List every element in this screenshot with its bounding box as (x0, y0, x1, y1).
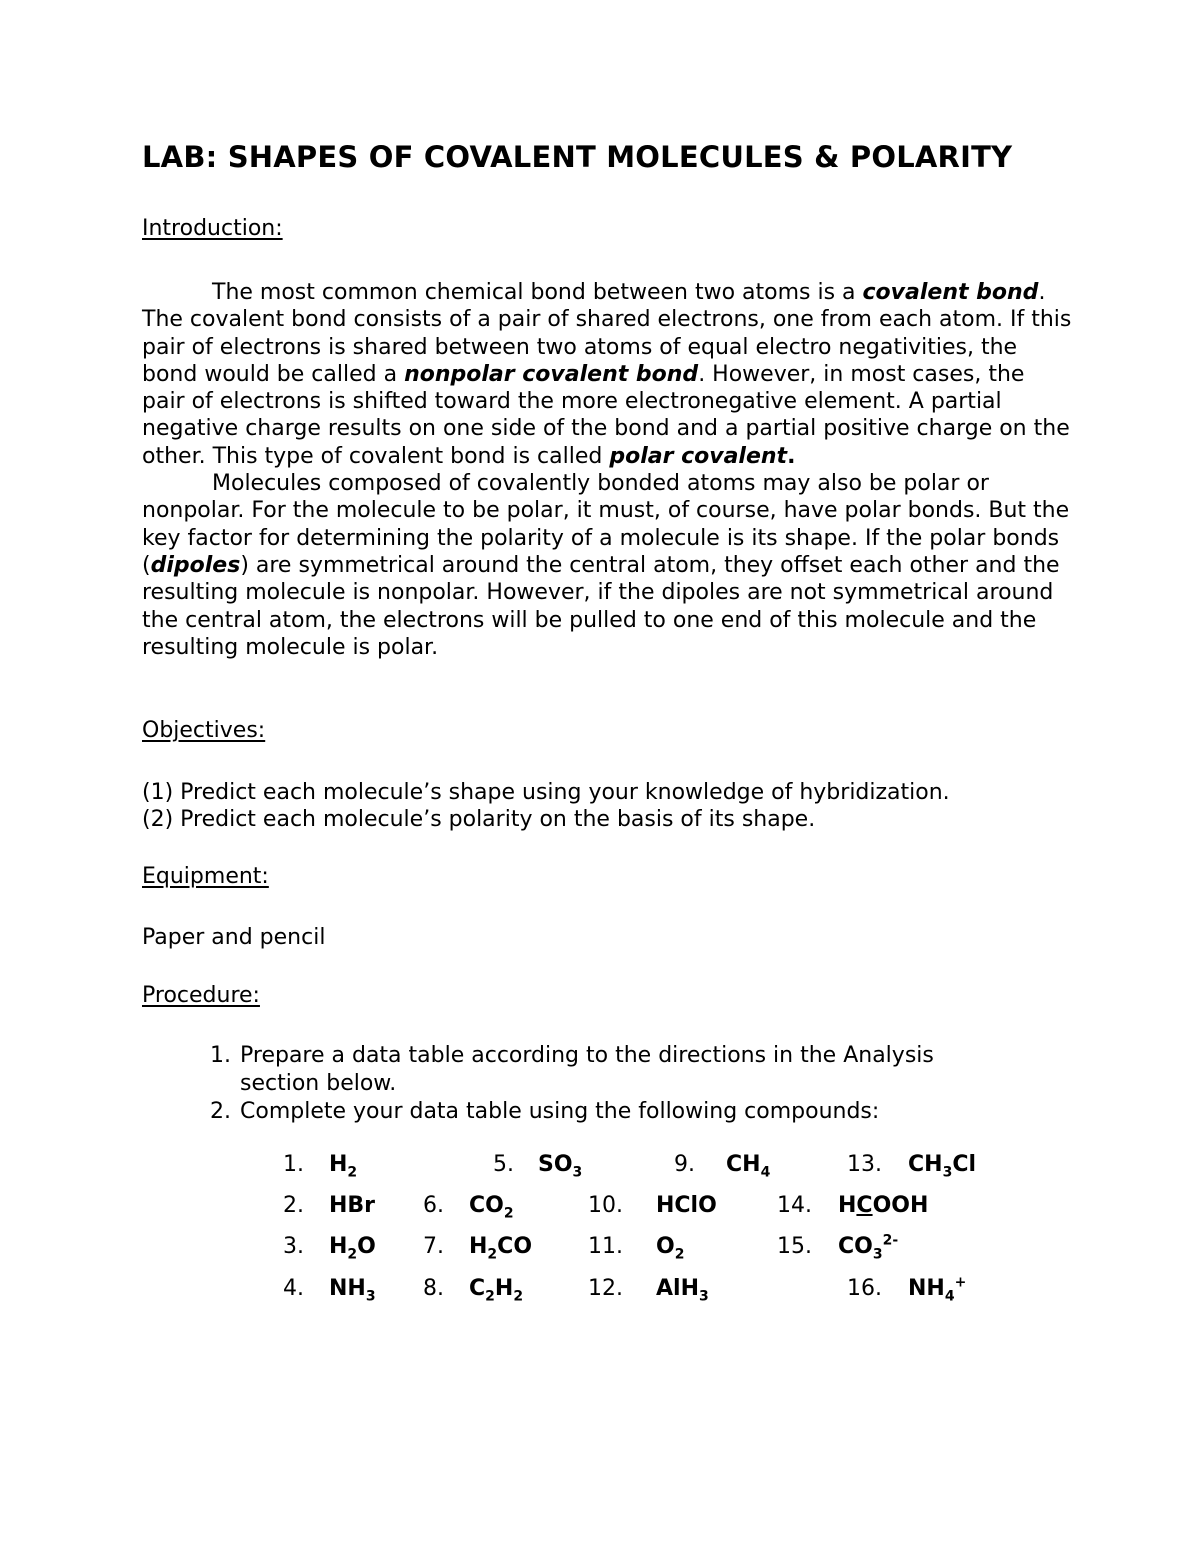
paragraph-text: The most common chemical bond between two atoms is a (212, 280, 863, 305)
compound-number: 16. (847, 1276, 882, 1301)
formula-part: CO (838, 1234, 873, 1259)
objectives-heading: Objectives: (142, 718, 266, 743)
emphasized-term: dipoles (150, 552, 241, 578)
paragraph-text: Molecules composed of covalently bonded atoms may also be polar or nonpolar. For the molecule to be polar, it must, of course, have polar bonds. But the key factor for determining the polarity of a molecule is its shape. If the polar bonds ( (142, 471, 1070, 578)
compound-formula (838, 1193, 928, 1218)
introduction-paragraph-2 (142, 470, 1072, 661)
equipment-text: Paper and pencil (142, 925, 326, 950)
procedure-step-2 (210, 1098, 1010, 1126)
compound-number: 8. (423, 1276, 444, 1301)
formula-part: 2 (487, 1246, 498, 1263)
objective-item-2: (2) Predict each molecule’s polarity on the basis of its shape. (142, 807, 816, 832)
paragraph-text: . The covalent bond consists of a pair of shared electrons, one from each atom. If this pair of electrons is shared between two atoms of equal electro negativities, the bond would be called a (142, 280, 1072, 387)
formula-part: OOH (872, 1193, 929, 1218)
formula-part: H (469, 1234, 488, 1259)
compound-number: 1. (283, 1152, 304, 1177)
compound-number: 4. (283, 1276, 304, 1301)
formula-part: H (494, 1276, 514, 1301)
compound-formula (838, 1232, 899, 1263)
introduction-body (142, 279, 1072, 661)
compound-number: 15. (777, 1234, 812, 1259)
formula-part: C (469, 1276, 486, 1301)
compound-formula (329, 1193, 375, 1218)
formula-part: C (856, 1193, 873, 1218)
formula-part: HBr (329, 1193, 376, 1218)
compound-formula (656, 1234, 685, 1263)
compound-number: 6. (423, 1193, 444, 1218)
introduction-heading: Introduction: (142, 216, 283, 241)
formula-part: 3 (365, 1288, 376, 1305)
compound-formula (908, 1152, 976, 1181)
procedure-step-number: 1. (210, 1043, 231, 1068)
compound-number: 3. (283, 1234, 304, 1259)
formula-part: O (357, 1234, 376, 1259)
compound-number: 11. (588, 1234, 623, 1259)
emphasized-term: polar covalent (609, 443, 788, 469)
emphasized-term: . (787, 443, 796, 469)
formula-part: 2 (503, 1205, 514, 1222)
procedure-step-text: Prepare a data table according to the directions in the Analysis section below. (240, 1043, 934, 1096)
equipment-heading: Equipment: (142, 864, 269, 889)
paragraph-text: . However, in most cases, the pair of electrons is shifted toward the more electronegative element. A partial negative charge results on one side of the bond and a partial positive charge on the other. This type of covalent bond is called (142, 361, 1070, 469)
formula-part: 4 (760, 1164, 771, 1181)
compound-formula (469, 1276, 524, 1305)
procedure-heading: Procedure: (142, 983, 260, 1008)
compound-formula (656, 1193, 717, 1218)
introduction-paragraph-1 (142, 279, 1072, 470)
compound-formula (329, 1152, 358, 1181)
formula-part: + (954, 1274, 967, 1291)
formula-part: AlH (656, 1276, 699, 1301)
compound-number: 12. (588, 1276, 623, 1301)
formula-part: 2 (513, 1288, 524, 1305)
compound-formula (726, 1152, 771, 1181)
formula-part: 2 (485, 1288, 495, 1305)
formula-part: 3 (942, 1164, 953, 1181)
formula-part: CO (497, 1234, 533, 1259)
formula-part: CH (908, 1152, 943, 1177)
formula-part: 4 (944, 1288, 955, 1305)
formula-part: O (656, 1234, 675, 1259)
formula-part: HClO (656, 1193, 717, 1218)
formula-part: 3 (698, 1288, 709, 1305)
formula-part: 2 (347, 1246, 358, 1263)
formula-part: SO (538, 1152, 573, 1177)
compound-formula (538, 1152, 583, 1181)
formula-part: NH (329, 1276, 366, 1301)
procedure-step-number: 2. (210, 1099, 231, 1124)
procedure-steps (210, 1042, 1010, 1126)
compound-number: 10. (588, 1193, 623, 1218)
compound-number: 13. (847, 1152, 882, 1177)
compound-formula (469, 1234, 533, 1263)
compound-number: 9. (674, 1152, 695, 1177)
procedure-step-1 (210, 1042, 1010, 1098)
formula-part: 3 (572, 1164, 583, 1181)
formula-part: H (329, 1234, 348, 1259)
procedure-step-text: Complete your data table using the following compounds: (240, 1099, 880, 1124)
formula-part: H (329, 1152, 348, 1177)
formula-part: 3 (872, 1246, 883, 1263)
formula-part: H (838, 1193, 857, 1218)
compound-formula (469, 1193, 514, 1222)
compound-formula (329, 1276, 376, 1305)
compound-formula (908, 1274, 967, 1305)
compound-number: 7. (423, 1234, 444, 1259)
emphasized-term: nonpolar covalent bond (404, 361, 699, 387)
formula-part: 2- (882, 1232, 899, 1249)
formula-part: 2 (674, 1246, 685, 1263)
formula-part: Cl (952, 1152, 976, 1177)
compound-number: 5. (493, 1152, 514, 1177)
formula-part: 2 (347, 1164, 358, 1181)
emphasized-term: covalent bond (862, 280, 1039, 305)
formula-part: CO (469, 1193, 504, 1218)
formula-part: CH (726, 1152, 761, 1177)
compound-number: 2. (283, 1193, 304, 1218)
compound-formula (329, 1234, 376, 1263)
paragraph-text: ) are symmetrical around the central atom, they offset each other and the resulting molecule is nonpolar. However, if the dipoles are not symmetrical around the central atom, the electrons will be pulled to one end of this molecule and the resulting molecule is polar. (142, 552, 1060, 660)
compound-number: 14. (777, 1193, 812, 1218)
compound-formula (656, 1276, 709, 1305)
formula-part: NH (908, 1276, 945, 1301)
objective-item-1: (1) Predict each molecule’s shape using your knowledge of hybridization. (142, 780, 950, 805)
page-title: LAB: SHAPES OF COVALENT MOLECULES & POLARITY (142, 140, 1013, 174)
